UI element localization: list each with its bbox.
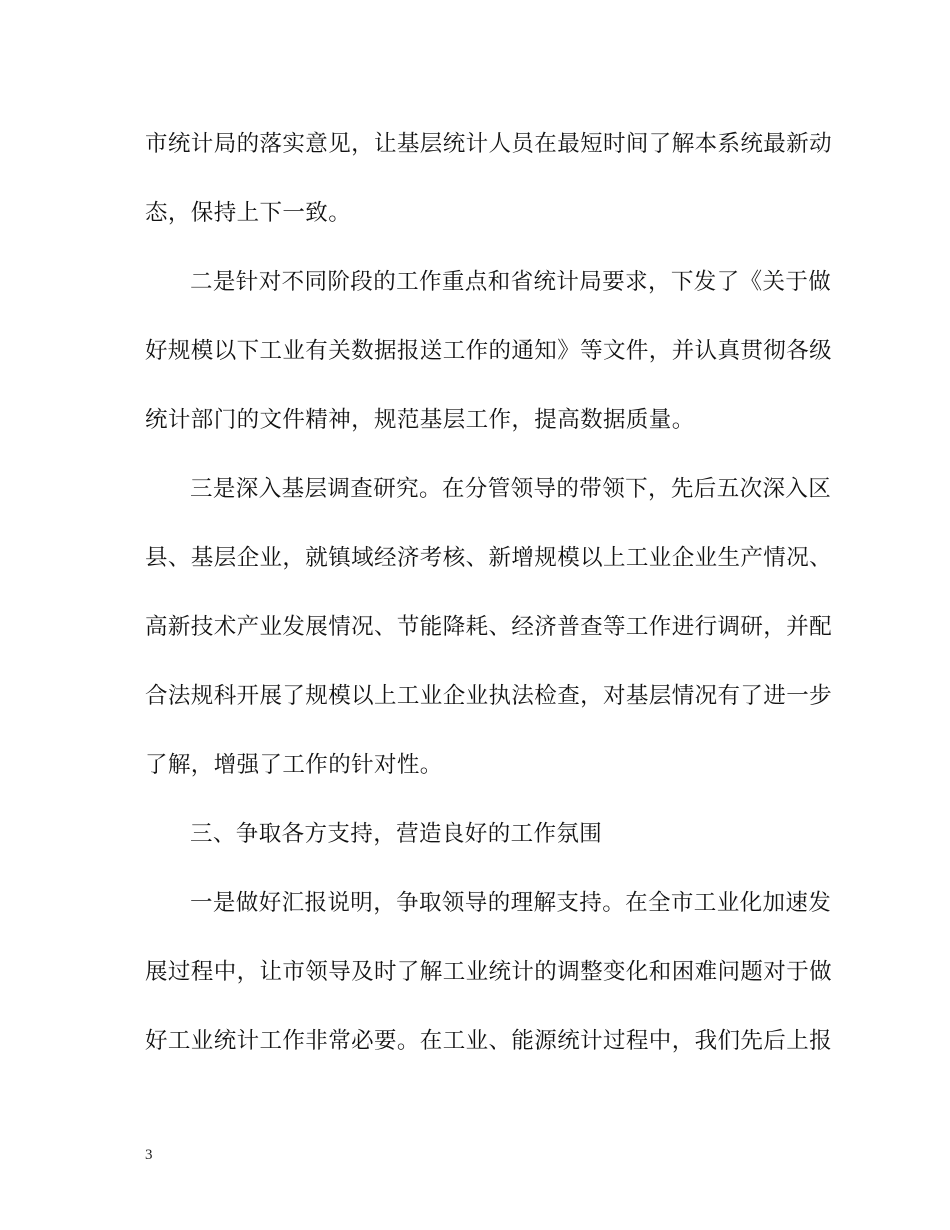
text-line: 统计部门的文件精神，规范基层工作，提高数据质量。 (145, 407, 695, 433)
text-line: 合法规科开展了规模以上工业企业执法检查，对基层情况有了进一步 (145, 683, 833, 709)
page-number: 3 (145, 1147, 153, 1163)
text-line: 二是针对不同阶段的工作重点和省统计局要求，下发了《关于做 (190, 269, 832, 295)
text-line: 一是做好汇报说明，争取领导的理解支持。在全市工业化加速发 (190, 890, 832, 916)
text-line: 好工业统计工作非常必要。在工业、能源统计过程中，我们先后上报 (145, 1028, 833, 1054)
section-heading: 三、争取各方支持，营造良好的工作氛围 (190, 821, 603, 847)
text-line: 态，保持上下一致。 (145, 200, 352, 226)
text-line: 好规模以下工业有关数据报送工作的通知》等文件，并认真贯彻各级 (145, 338, 833, 364)
text-line: 了解，增强了工作的针对性。 (145, 752, 443, 778)
body-text (145, 118, 833, 1084)
text-line: 县、基层企业，就镇域经济考核、新增规模以上工业企业生产情况、 (145, 545, 833, 571)
text-line: 展过程中，让市领导及时了解工业统计的调整变化和困难问题对于做 (145, 959, 833, 985)
text-line: 三是深入基层调查研究。在分管领导的带领下，先后五次深入区 (190, 476, 832, 502)
text-line: 市统计局的落实意见，让基层统计人员在最短时间了解本系统最新动 (145, 131, 833, 157)
text-line: 高新技术产业发展情况、节能降耗、经济普查等工作进行调研，并配 (145, 614, 833, 640)
